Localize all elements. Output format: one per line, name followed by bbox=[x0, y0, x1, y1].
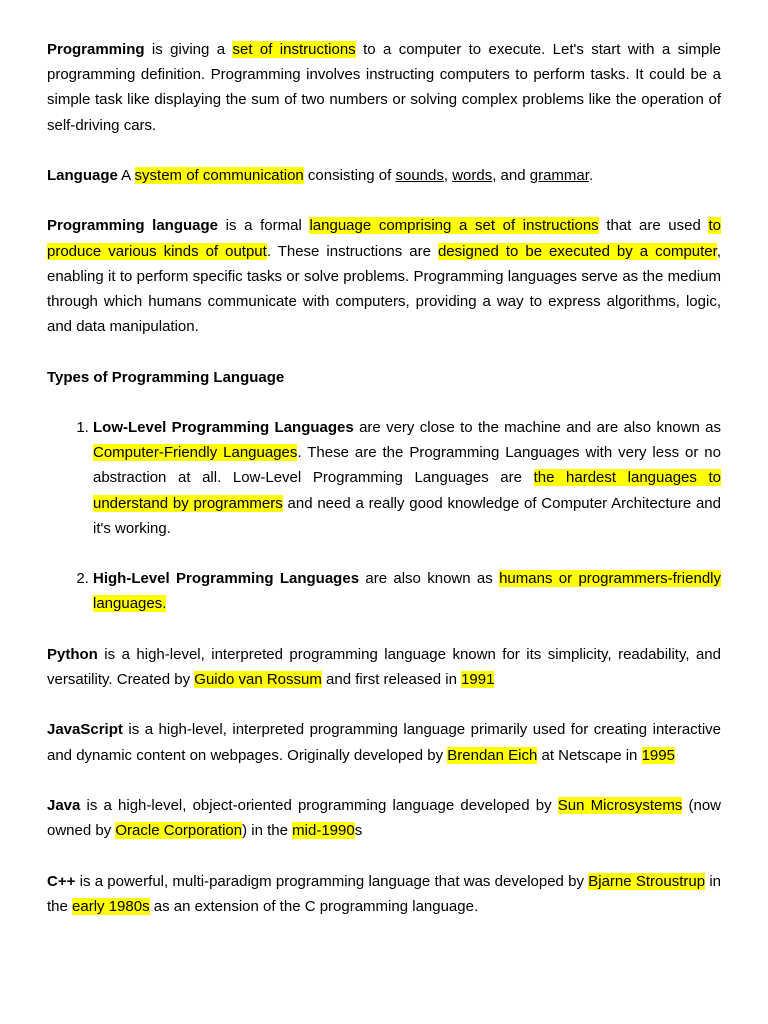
text: is a high-level, interpreted programming language known for its simplicity, readability, and versatility. Created by bbox=[47, 645, 721, 688]
text: in the bbox=[47, 872, 721, 915]
highlight: Sun Microsystems bbox=[557, 796, 683, 814]
types-list bbox=[47, 415, 721, 617]
paragraph-programming-language bbox=[47, 213, 721, 339]
text: , and bbox=[492, 167, 530, 184]
text: . These are the Programming Languages with very less or no abstraction at all. Low-Level Programming Languages are bbox=[93, 444, 721, 487]
highlight: to produce various kinds of output bbox=[47, 217, 721, 260]
types-heading: Types of Programming Language bbox=[47, 368, 285, 386]
text: is a formal bbox=[218, 217, 310, 235]
term-cpp: C++ bbox=[47, 872, 76, 890]
paragraph-javascript bbox=[47, 717, 721, 767]
highlight: the hardest languages to understand by programmers bbox=[93, 469, 721, 512]
underlined-word: words bbox=[452, 167, 493, 184]
text: , enabling it to perform specific tasks or solve problems. Programming languages serve as the medium through which humans communicate with computers, providing a way to express algorithms, logic, and data manipulation. bbox=[47, 242, 721, 336]
paragraph-language bbox=[47, 163, 721, 188]
text: (now owned by bbox=[47, 796, 722, 840]
highlight: humans or programmers-friendly languages. bbox=[93, 570, 721, 613]
highlight: Computer-Friendly Languages bbox=[93, 444, 298, 462]
text: as an extension of the C programming language. bbox=[149, 897, 479, 915]
underlined-word: grammar bbox=[529, 167, 589, 184]
paragraph-programming bbox=[47, 37, 721, 138]
text: at Netscape in bbox=[537, 746, 642, 764]
highlight: Bjarne Stroustrup bbox=[588, 872, 706, 890]
list-item-high-level bbox=[93, 566, 721, 616]
highlight: Brendan Eich bbox=[447, 746, 538, 764]
term-high-level: High-Level Programming Languages bbox=[93, 570, 360, 588]
text: . bbox=[588, 167, 594, 184]
highlight: 1995 bbox=[641, 746, 675, 764]
highlight: system of communication bbox=[134, 167, 304, 184]
text: s bbox=[354, 822, 363, 840]
text: is giving a bbox=[144, 41, 233, 58]
paragraph-python bbox=[47, 642, 721, 692]
text: are very close to the machine and are also known as bbox=[353, 418, 721, 436]
list-item-low-level bbox=[93, 415, 721, 541]
term-python: Python bbox=[47, 645, 98, 663]
paragraph-java bbox=[47, 793, 721, 843]
term-programming-language: Programming language bbox=[47, 217, 219, 235]
term-language: Language bbox=[47, 167, 118, 184]
text: and need a really good knowledge of Computer Architecture and it's working. bbox=[93, 494, 721, 537]
highlight: set of instructions bbox=[232, 41, 356, 58]
text: is a powerful, multi-paradigm programming language that was developed by bbox=[75, 872, 589, 890]
highlight: language comprising a set of instructions bbox=[309, 217, 599, 235]
text: that are used bbox=[598, 217, 709, 235]
highlight: designed to be executed by a computer bbox=[437, 242, 717, 260]
highlight: 1991 bbox=[461, 670, 495, 688]
underlined-word: sounds bbox=[395, 167, 444, 184]
highlight: mid-1990 bbox=[292, 822, 355, 840]
text: consisting of bbox=[303, 167, 396, 184]
term-programming: Programming bbox=[47, 41, 145, 58]
text: . These instructions are bbox=[266, 242, 438, 260]
text: is a high-level, interpreted programming language primarily used for creating interactive and dynamic content on webpages. Originally developed by bbox=[47, 721, 721, 764]
text: is a high-level, object-oriented programming language developed by bbox=[80, 796, 558, 814]
term-java: Java bbox=[47, 796, 81, 814]
text: to a computer to execute. Let's start with a simple programming definition. Programming involves instructing computers to perform tasks. It could be a simple task like displaying the sum of two numbers or solving complex problems like the operation of self-driving cars. bbox=[47, 41, 721, 134]
highlight: Oracle Corporation bbox=[115, 822, 243, 840]
highlight: Guido van Rossum bbox=[194, 670, 322, 688]
text: , bbox=[443, 167, 453, 184]
highlight: early 1980s bbox=[72, 897, 150, 915]
text: A bbox=[117, 167, 135, 184]
text: are also known as bbox=[359, 570, 500, 588]
text: ) in the bbox=[242, 822, 293, 840]
term-low-level: Low-Level Programming Languages bbox=[93, 418, 354, 436]
text: and first released in bbox=[321, 670, 462, 688]
paragraph-cpp bbox=[47, 869, 721, 919]
term-javascript: JavaScript bbox=[47, 721, 123, 739]
